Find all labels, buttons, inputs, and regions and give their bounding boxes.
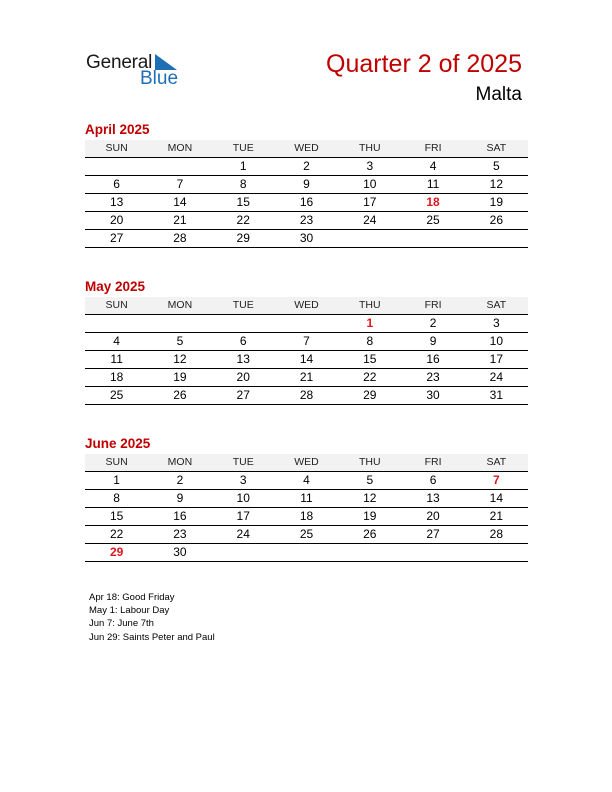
day-cell: 27 [85, 230, 148, 248]
day-cell: 3 [212, 472, 275, 490]
day-cell: 9 [148, 490, 211, 508]
weekday-header: TUE [212, 140, 275, 158]
day-cell: 21 [465, 508, 528, 526]
weekday-header: MON [148, 140, 211, 158]
day-cell: 16 [401, 351, 464, 369]
day-cell: 28 [465, 526, 528, 544]
holiday-notes [89, 591, 215, 644]
day-cell: 16 [148, 508, 211, 526]
day-cell: 31 [465, 387, 528, 405]
holiday-note: Apr 18: Good Friday [89, 592, 175, 603]
day-cell: 22 [338, 369, 401, 387]
empty-day-cell [465, 544, 528, 562]
day-cell: 1 [212, 158, 275, 176]
day-cell: 19 [338, 508, 401, 526]
day-cell: 26 [148, 387, 211, 405]
holiday-note: May 1: Labour Day [89, 605, 170, 617]
day-cell: 21 [148, 212, 211, 230]
month-block-june [85, 436, 528, 562]
day-cell: 30 [275, 230, 338, 248]
holiday-note: Jun 7: June 7th [89, 618, 154, 630]
empty-day-cell [275, 544, 338, 562]
weekday-header: TUE [212, 454, 275, 472]
weekday-header: WED [275, 140, 338, 158]
day-cell: 18 [85, 369, 148, 387]
weekday-header: WED [275, 454, 338, 472]
weekday-header: FRI [401, 454, 464, 472]
day-cell: 30 [401, 387, 464, 405]
day-cell: 2 [401, 315, 464, 333]
day-cell: 11 [85, 351, 148, 369]
empty-day-cell [401, 544, 464, 562]
day-cell: 4 [85, 333, 148, 351]
day-cell: 9 [401, 333, 464, 351]
day-cell: 23 [275, 212, 338, 230]
day-cell: 23 [148, 526, 211, 544]
day-cell: 14 [148, 194, 211, 212]
day-cell: 29 [338, 387, 401, 405]
month-title: June 2025 [85, 436, 151, 451]
country-name: Malta [475, 84, 522, 105]
month-block-april [85, 122, 528, 248]
weekday-header: MON [148, 297, 211, 315]
weekday-header: FRI [401, 297, 464, 315]
day-cell: 7 [275, 333, 338, 351]
day-cell: 25 [275, 526, 338, 544]
calendar-grid [85, 140, 528, 248]
day-cell: 27 [212, 387, 275, 405]
day-cell: 30 [148, 544, 211, 562]
day-cell: 20 [85, 212, 148, 230]
day-cell: 7 [148, 176, 211, 194]
empty-day-cell [275, 315, 338, 333]
day-cell: 3 [465, 315, 528, 333]
day-cell: 8 [338, 333, 401, 351]
day-cell: 14 [465, 490, 528, 508]
holiday-day-cell: 29 [85, 544, 148, 562]
month-title: April 2025 [85, 122, 150, 137]
day-cell: 2 [275, 158, 338, 176]
empty-day-cell [338, 544, 401, 562]
day-cell: 15 [85, 508, 148, 526]
month-block-may [85, 279, 528, 405]
empty-day-cell [148, 315, 211, 333]
day-cell: 8 [212, 176, 275, 194]
day-cell: 18 [275, 508, 338, 526]
day-cell: 24 [212, 526, 275, 544]
logo-general-text: General [86, 52, 153, 73]
day-cell: 22 [85, 526, 148, 544]
generalblue-logo [86, 52, 186, 92]
day-cell: 3 [338, 158, 401, 176]
day-cell: 15 [212, 194, 275, 212]
day-cell: 6 [212, 333, 275, 351]
day-cell: 5 [148, 333, 211, 351]
holiday-day-cell: 1 [338, 315, 401, 333]
empty-day-cell [212, 315, 275, 333]
day-cell: 25 [85, 387, 148, 405]
holiday-day-cell: 18 [401, 194, 464, 212]
day-cell: 23 [401, 369, 464, 387]
weekday-header: THU [338, 297, 401, 315]
empty-day-cell [401, 230, 464, 248]
day-cell: 4 [275, 472, 338, 490]
weekday-header: TUE [212, 297, 275, 315]
day-cell: 19 [148, 369, 211, 387]
day-cell: 1 [85, 472, 148, 490]
day-cell: 26 [338, 526, 401, 544]
day-cell: 27 [401, 526, 464, 544]
calendar-grid [85, 454, 528, 562]
day-cell: 24 [338, 212, 401, 230]
day-cell: 13 [85, 194, 148, 212]
holiday-day-cell: 7 [465, 472, 528, 490]
day-cell: 10 [338, 176, 401, 194]
day-cell: 28 [148, 230, 211, 248]
day-cell: 24 [465, 369, 528, 387]
day-cell: 15 [338, 351, 401, 369]
empty-day-cell [338, 230, 401, 248]
day-cell: 10 [465, 333, 528, 351]
day-cell: 11 [401, 176, 464, 194]
day-cell: 17 [465, 351, 528, 369]
day-cell: 20 [401, 508, 464, 526]
day-cell: 2 [148, 472, 211, 490]
month-title: May 2025 [85, 279, 146, 294]
day-cell: 19 [465, 194, 528, 212]
empty-day-cell [465, 230, 528, 248]
day-cell: 12 [465, 176, 528, 194]
calendar-grid [85, 297, 528, 405]
weekday-header: SUN [85, 297, 148, 315]
day-cell: 17 [212, 508, 275, 526]
holiday-note: Jun 29: Saints Peter and Paul [89, 631, 215, 643]
weekday-header: THU [338, 140, 401, 158]
day-cell: 28 [275, 387, 338, 405]
day-cell: 9 [275, 176, 338, 194]
day-cell: 13 [401, 490, 464, 508]
day-cell: 20 [212, 369, 275, 387]
weekday-header: SUN [85, 454, 148, 472]
day-cell: 17 [338, 194, 401, 212]
page-title: Quarter 2 of 2025 [326, 50, 522, 78]
weekday-header: SUN [85, 140, 148, 158]
day-cell: 25 [401, 212, 464, 230]
day-cell: 21 [275, 369, 338, 387]
empty-day-cell [85, 158, 148, 176]
day-cell: 10 [212, 490, 275, 508]
day-cell: 12 [338, 490, 401, 508]
day-cell: 6 [85, 176, 148, 194]
day-cell: 14 [275, 351, 338, 369]
weekday-header: THU [338, 454, 401, 472]
empty-day-cell [148, 158, 211, 176]
day-cell: 13 [212, 351, 275, 369]
day-cell: 29 [212, 230, 275, 248]
weekday-header: SAT [465, 140, 528, 158]
day-cell: 4 [401, 158, 464, 176]
day-cell: 6 [401, 472, 464, 490]
day-cell: 26 [465, 212, 528, 230]
empty-day-cell [85, 315, 148, 333]
weekday-header: FRI [401, 140, 464, 158]
weekday-header: MON [148, 454, 211, 472]
logo-blue-text: Blue [140, 68, 179, 89]
day-cell: 12 [148, 351, 211, 369]
empty-day-cell [212, 544, 275, 562]
day-cell: 8 [85, 490, 148, 508]
day-cell: 5 [338, 472, 401, 490]
day-cell: 11 [275, 490, 338, 508]
weekday-header: WED [275, 297, 338, 315]
weekday-header: SAT [465, 454, 528, 472]
day-cell: 5 [465, 158, 528, 176]
day-cell: 22 [212, 212, 275, 230]
day-cell: 16 [275, 194, 338, 212]
weekday-header: SAT [465, 297, 528, 315]
